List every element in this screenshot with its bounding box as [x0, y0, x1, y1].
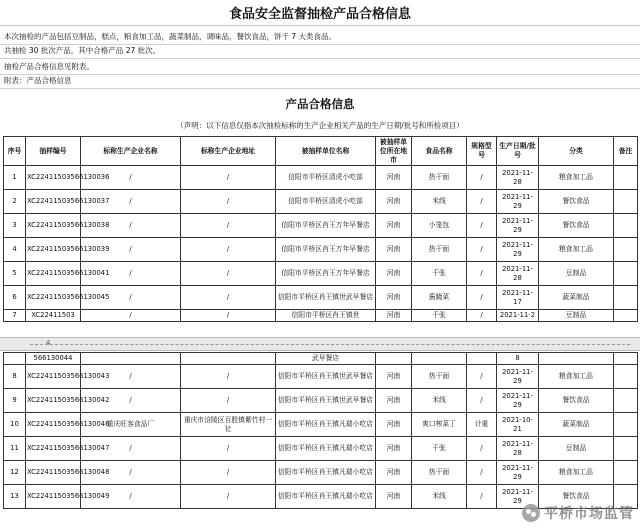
- inspection-table-page2: [3, 352, 638, 509]
- row-gridline: [0, 44, 640, 45]
- cell-food: 热干面: [412, 166, 467, 190]
- cell-food: 热干面: [412, 238, 467, 262]
- cell-date: 8: [497, 353, 539, 365]
- cell-no: 12: [4, 461, 26, 485]
- cell-no: 7: [4, 310, 26, 322]
- cell-category: 蔬菜制品: [539, 413, 614, 437]
- cell-note: [614, 214, 638, 238]
- cell-no: 3: [4, 214, 26, 238]
- cell-date: 2021-11-29: [497, 389, 539, 413]
- cell-category: 粮食加工品: [539, 238, 614, 262]
- cell-note: [614, 190, 638, 214]
- cell-no: 2: [4, 190, 26, 214]
- cell-addr: /: [181, 238, 276, 262]
- intro-line-3: 抽检产品合格信息见附表。: [4, 62, 94, 71]
- cell-category: 粮食加工品: [539, 461, 614, 485]
- cell-city: 河南: [376, 461, 412, 485]
- cell-note: [614, 262, 638, 286]
- header-cell: 标称生产企业地址: [181, 137, 276, 166]
- cell-spec: /: [467, 238, 497, 262]
- cell-date: 2021-11-28: [497, 262, 539, 286]
- cell-city: 河南: [376, 286, 412, 310]
- cell-city: 河南: [376, 365, 412, 389]
- cell-unit: 信阳市平桥区肖王镇世武早餐店: [276, 365, 376, 389]
- header-cell: 分类: [539, 137, 614, 166]
- cell-food: 千张: [412, 262, 467, 286]
- cell-unit: 信阳市平桥区肖王镇凡瑞小吃店: [276, 413, 376, 437]
- cell-spec: /: [467, 310, 497, 322]
- cell-no: 5: [4, 262, 26, 286]
- cell-food: 酱腌菜: [412, 286, 467, 310]
- cell-date: 2021-11-29: [497, 485, 539, 509]
- cell-date: 2021-10-21: [497, 413, 539, 437]
- cell-date: 2021-11-28: [497, 437, 539, 461]
- cell-no: 1: [4, 166, 26, 190]
- cell-maker: /: [81, 485, 181, 509]
- cell-addr: /: [181, 190, 276, 214]
- table-row: [4, 389, 638, 413]
- watermark: [522, 503, 634, 523]
- cell-code: XC22411503566130047: [26, 437, 81, 461]
- table-row-continued: [4, 353, 638, 365]
- cell-unit: 信阳市平桥区清虎小吃部: [276, 166, 376, 190]
- cell-maker: /: [81, 190, 181, 214]
- cell-date: 2021-11-17: [497, 286, 539, 310]
- header-cell: 规格型号: [467, 137, 497, 166]
- cell-spec: /: [467, 461, 497, 485]
- cell-category: 豆制品: [539, 262, 614, 286]
- cell-category: 餐饮食品: [539, 214, 614, 238]
- cell-food: 千张: [412, 437, 467, 461]
- cell-code: XC22411503566130037: [26, 190, 81, 214]
- cell-city: 河南: [376, 166, 412, 190]
- cell-category: 粮食加工品: [539, 365, 614, 389]
- cell-maker: /: [81, 437, 181, 461]
- cell-note: [614, 166, 638, 190]
- header-cell: 序号: [4, 137, 26, 166]
- cell-code: XC22411503566130036: [26, 166, 81, 190]
- cell-no: 6: [4, 286, 26, 310]
- cell-spec: /: [467, 214, 497, 238]
- header-cell: 抽样编号: [26, 137, 81, 166]
- cell-code: XC22411503566130041: [26, 262, 81, 286]
- header-cell: 标称生产企业名称: [81, 137, 181, 166]
- cell-city: 河南: [376, 262, 412, 286]
- intro-line-2: 共抽检 30 批次产品，其中合格产品 27 批次。: [4, 46, 161, 55]
- cell-food: 米线: [412, 190, 467, 214]
- row-gridline: [0, 58, 640, 59]
- header-cell: 食品名称: [412, 137, 467, 166]
- cell-code: XC22411503566130043: [26, 365, 81, 389]
- cell-addr: /: [181, 365, 276, 389]
- cell-category: 豆制品: [539, 310, 614, 322]
- cell-spec: 计重: [467, 413, 497, 437]
- cell-note: [614, 310, 638, 322]
- cell-note: [614, 286, 638, 310]
- cell-spec: /: [467, 365, 497, 389]
- table-header-row: [4, 137, 638, 166]
- cell-maker: /: [81, 365, 181, 389]
- cell-note: [614, 413, 638, 437]
- table-row: [4, 310, 638, 322]
- cell-unit: 武早餐店: [276, 353, 376, 365]
- cell-city: 河南: [376, 413, 412, 437]
- cell-unit: 信阳市平桥区肖王镇凡瑞小吃店: [276, 437, 376, 461]
- table-row: [4, 190, 638, 214]
- cell-category: 餐饮食品: [539, 190, 614, 214]
- cell-unit: 信阳市平桥区肖王万年早餐店: [276, 238, 376, 262]
- cell-unit: 信阳市平桥区肖王镇世武早餐店: [276, 389, 376, 413]
- cell-maker: /: [81, 166, 181, 190]
- cell-no: 10: [4, 413, 26, 437]
- cell-maker: /: [81, 286, 181, 310]
- cell-food: 爽口榨菜丁: [412, 413, 467, 437]
- cell-city: 河南: [376, 310, 412, 322]
- cell-code: XC22411503566130038: [26, 214, 81, 238]
- cell-addr: /: [181, 485, 276, 509]
- cell-maker: /: [81, 214, 181, 238]
- cell-city: 河南: [376, 485, 412, 509]
- inspection-table-page1: [3, 136, 638, 322]
- cell-note: [614, 238, 638, 262]
- cell-spec: /: [467, 262, 497, 286]
- cell-category: 豆制品: [539, 437, 614, 461]
- cell-note: [614, 437, 638, 461]
- table-row: [4, 365, 638, 389]
- page-break-separator: [0, 337, 640, 351]
- cell-date: 2021-11-28: [497, 166, 539, 190]
- cell-no: 8: [4, 365, 26, 389]
- cell-no: 13: [4, 485, 26, 509]
- header-cell: 生产日期/批号: [497, 137, 539, 166]
- table-row: [4, 461, 638, 485]
- wechat-icon: [522, 504, 540, 522]
- cell-spec: /: [467, 286, 497, 310]
- cell-maker: /: [81, 238, 181, 262]
- cell-food: 千张: [412, 310, 467, 322]
- row-gridline: [0, 74, 640, 75]
- cell-note: [614, 389, 638, 413]
- cell-category: 粮食加工品: [539, 166, 614, 190]
- cell-unit: 信阳市平桥区清虎小吃部: [276, 190, 376, 214]
- cell-unit: 信阳市平桥区肖王镇凡瑞小吃店: [276, 485, 376, 509]
- table-row: [4, 166, 638, 190]
- watermark-text: 平桥市场监管: [544, 506, 634, 522]
- cell-addr: /: [181, 214, 276, 238]
- table-row: [4, 437, 638, 461]
- cell-maker: /: [81, 389, 181, 413]
- cell-code: XC22411503566130046: [26, 413, 81, 437]
- cell-code: XC22411503566130039: [26, 238, 81, 262]
- cell-category: 餐饮食品: [539, 485, 614, 509]
- intro-line-1: 本次抽检的产品包括豆制品，糕点，粮食加工品，蔬菜制品，调味品，餐饮食品，饼干 7 大类食品。: [4, 32, 337, 41]
- page-break-dash: [30, 344, 630, 345]
- cell-addr: /: [181, 166, 276, 190]
- cell-food: 热干面: [412, 461, 467, 485]
- cell-code: XC22411503566130049: [26, 485, 81, 509]
- cell-code: XC22411503566130042: [26, 389, 81, 413]
- cell-code: XC22411503566130045: [26, 286, 81, 310]
- cell-food: 热干面: [412, 365, 467, 389]
- cell-unit: 信阳市平桥区肖王万年早餐店: [276, 262, 376, 286]
- cell-maker: /: [81, 461, 181, 485]
- cell-maker: /: [81, 262, 181, 286]
- page-number-marker: 4: [46, 339, 51, 347]
- cell-unit: 信阳市平桥区肖王镇凡瑞小吃店: [276, 461, 376, 485]
- cell-addr: /: [181, 310, 276, 322]
- cell-unit: 信阳市平桥区肖王镇世: [276, 310, 376, 322]
- cell-unit: 信阳市平桥区肖王万年早餐店: [276, 214, 376, 238]
- cell-food: 米线: [412, 389, 467, 413]
- cell-maker: /: [81, 310, 181, 322]
- table-title: 产品合格信息: [285, 97, 355, 111]
- table-row: [4, 413, 638, 437]
- cell-date: 2021-11-29: [497, 238, 539, 262]
- cell-spec: /: [467, 190, 497, 214]
- cell-no: 11: [4, 437, 26, 461]
- table-row: [4, 262, 638, 286]
- cell-spec: /: [467, 389, 497, 413]
- cell-date: 2021-11-29: [497, 190, 539, 214]
- cell-no: 9: [4, 389, 26, 413]
- cell-code: 566130044: [26, 353, 81, 365]
- row-gridline: [0, 88, 640, 89]
- statement-text: （声明：以下信息仅指本次抽检标称的生产企业相关产品的生产日期/批号和所检项目）: [176, 121, 464, 130]
- cell-spec: /: [467, 166, 497, 190]
- cell-city: 河南: [376, 190, 412, 214]
- cell-category: 餐饮食品: [539, 389, 614, 413]
- cell-city: 河南: [376, 214, 412, 238]
- cell-date: 2021-11-2: [497, 310, 539, 322]
- document-title: 食品安全监督抽检产品合格信息: [0, 4, 640, 26]
- cell-date: 2021-11-29: [497, 365, 539, 389]
- cell-date: 2021-11-29: [497, 214, 539, 238]
- header-cell: 被抽样单位名称: [276, 137, 376, 166]
- cell-maker: 重庆旺客食品厂: [81, 413, 181, 437]
- cell-spec: /: [467, 437, 497, 461]
- header-cell: 备注: [614, 137, 638, 166]
- cell-note: [614, 365, 638, 389]
- cell-code: XC22411503: [26, 310, 81, 322]
- cell-date: 2021-11-29: [497, 461, 539, 485]
- cell-note: [614, 461, 638, 485]
- cell-addr: /: [181, 461, 276, 485]
- intro-line-4: 附表：产品合格信息: [4, 76, 72, 85]
- cell-addr: /: [181, 389, 276, 413]
- cell-food: 小笼包: [412, 214, 467, 238]
- cell-addr: 重庆市涪陵区百胜镇紫竹村一社: [181, 413, 276, 437]
- cell-spec: /: [467, 485, 497, 509]
- cell-no: 4: [4, 238, 26, 262]
- cell-code: XC22411503566130048: [26, 461, 81, 485]
- table-row: [4, 238, 638, 262]
- cell-addr: /: [181, 286, 276, 310]
- cell-city: 河南: [376, 389, 412, 413]
- cell-city: 河南: [376, 238, 412, 262]
- cell-unit: 信阳市平桥区肖王镇世武早餐店: [276, 286, 376, 310]
- cell-addr: /: [181, 437, 276, 461]
- table-row: [4, 286, 638, 310]
- cell-category: 蔬菜制品: [539, 286, 614, 310]
- header-cell: 被抽样单位所在地市: [376, 137, 412, 166]
- cell-addr: /: [181, 262, 276, 286]
- cell-city: 河南: [376, 437, 412, 461]
- table-row: [4, 214, 638, 238]
- cell-food: 米线: [412, 485, 467, 509]
